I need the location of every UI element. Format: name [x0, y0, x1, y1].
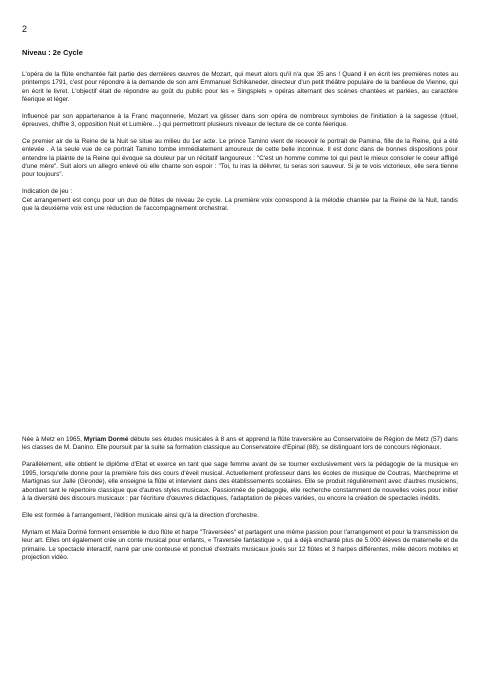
- page-number: 2: [22, 24, 28, 34]
- intro-paragraph-mozart: L'opéra de la flûte enchantée fait partie des dernières œuvres de Mozart, qui meurt alors qu'il n'a que 35 ans ! Quand il en écrit les premières notes au printemps 1791, c'est pour répondre à la demande de son ami Emmanuel Schikaneder, directeur d'un petit théâtre populaire de la banlieue de Vienne, qui en écrit le livret. L'objectif était de répondre au goût du public pour les « Singspiels » opéras alternant des scènes chantées et parlées, au caractère féerique et léger.: [22, 71, 458, 104]
- bio-paragraph-birth: [22, 436, 458, 453]
- play-indication-paragraph: [22, 188, 458, 213]
- play-indication-text: Cet arrangement est conçu pour un duo de flûtes de niveau 2e cycle. La première voix correspond à la mélodie chantée par la Reine de la Nuit, tandis que la deuxième voix est une réduction de l'accompagnement orchestral.: [22, 196, 458, 212]
- bio-text-start: Née à Metz en 1965,: [22, 436, 84, 443]
- biography-section: [22, 436, 458, 571]
- intro-paragraph-queen-aria: Ce premier air de la Reine de la Nuit se situe au milieu du 1er acte. Le prince Tamino vient de recevoir le portrait de Pamina, fille de la Reine, qui a été enlevée . A la seule vue de ce portrait Tamino tombe immédiatement amoureux de cette belle inconnue. Il est donc dans de bonnes dispositions pour entendre la plainte de la Reine qui évoque sa douleur par un récitatif langoureux : "C'est un homme comme toi qui peut le mieux consoler le coeur affligé d'une mère". Suit alors un allegro enlevé où elle chante son espoir : "Toi, tu iras la délivrer, tu seras son sauveur. Si je te vois victorieux, elle sera tienne pour toujours".: [22, 138, 458, 179]
- intro-paragraph-masonry: Influencé par son appartenance à la Franc maçonnerie, Mozart va glisser dans son opéra de nombreux symboles de l'initiation à la sagesse (rituel, épreuves, chiffre 3, opposition Nuit et Lumière…) qui permettront plusieurs niveaux de lecture de ce conte féerique.: [22, 112, 458, 129]
- bio-paragraph-career: Parallèlement, elle obtient le diplôme d'Etat et exerce en tant que sage femme avant de se tourner exclusivement vers la pédagogie de la musique en 1995, lorsqu'elle donne pour la première fois des cours d'éveil musical. Actuellement professeur dans les écoles de musique de Coutras, Marcheprime et Martignas sur Jalle (Gironde), elle enseigne la flûte et intervient dans des établissements scolaires. Elle se produit régulièrement avec d'autres musiciens, abordant tant le répertoire classique que d'autres styles musicaux. Passionnée de pédagogie, elle recherche constamment de nouvelles voies pour initier à la diversité des discours musicaux : par l'écriture d'œuvres didactiques, l'adaptation de pièces variées, ou encore la création de spectacles inédits.: [22, 461, 458, 502]
- intro-section: [22, 48, 458, 222]
- author-name: Myriam Dormé: [83, 436, 129, 443]
- play-indication-label: Indication de jeu :: [22, 188, 73, 196]
- bio-text-end: débute ses études musicales à 8 ans et apprend la flûte traversière au Conservatoire de Région de Metz (57) dans les classes de M. Danino. Elle poursuit par la suite sa formation classique au Conservatoire d'Epinal (88), se distinguant lors de concours régionaux.: [22, 436, 458, 452]
- level-heading: Niveau : 2e Cycle: [22, 48, 83, 57]
- bio-paragraph-training: Elle est formée à l'arrangement, l'édition musicale ainsi qu'à la direction d'orchestre.: [22, 512, 259, 519]
- bio-paragraph-duo: Myriam et Maïa Dormé forment ensemble le duo flûte et harpe "Traversées" et partagent une même passion pour l'arrangement et pour la transmission de leur art. Elles ont également crée un conte musical pour enfants, « Traversée fantastique », qui a déjà enchanté plus de 5.000 élèves de maternelle et de primaire. Le spectacle interactif, narré par une conteuse et ponctué d'extraits musicaux joués sur 12 flûtes et 3 harpes différentes, mêle décors mobiles et projection vidéo.: [22, 529, 458, 562]
